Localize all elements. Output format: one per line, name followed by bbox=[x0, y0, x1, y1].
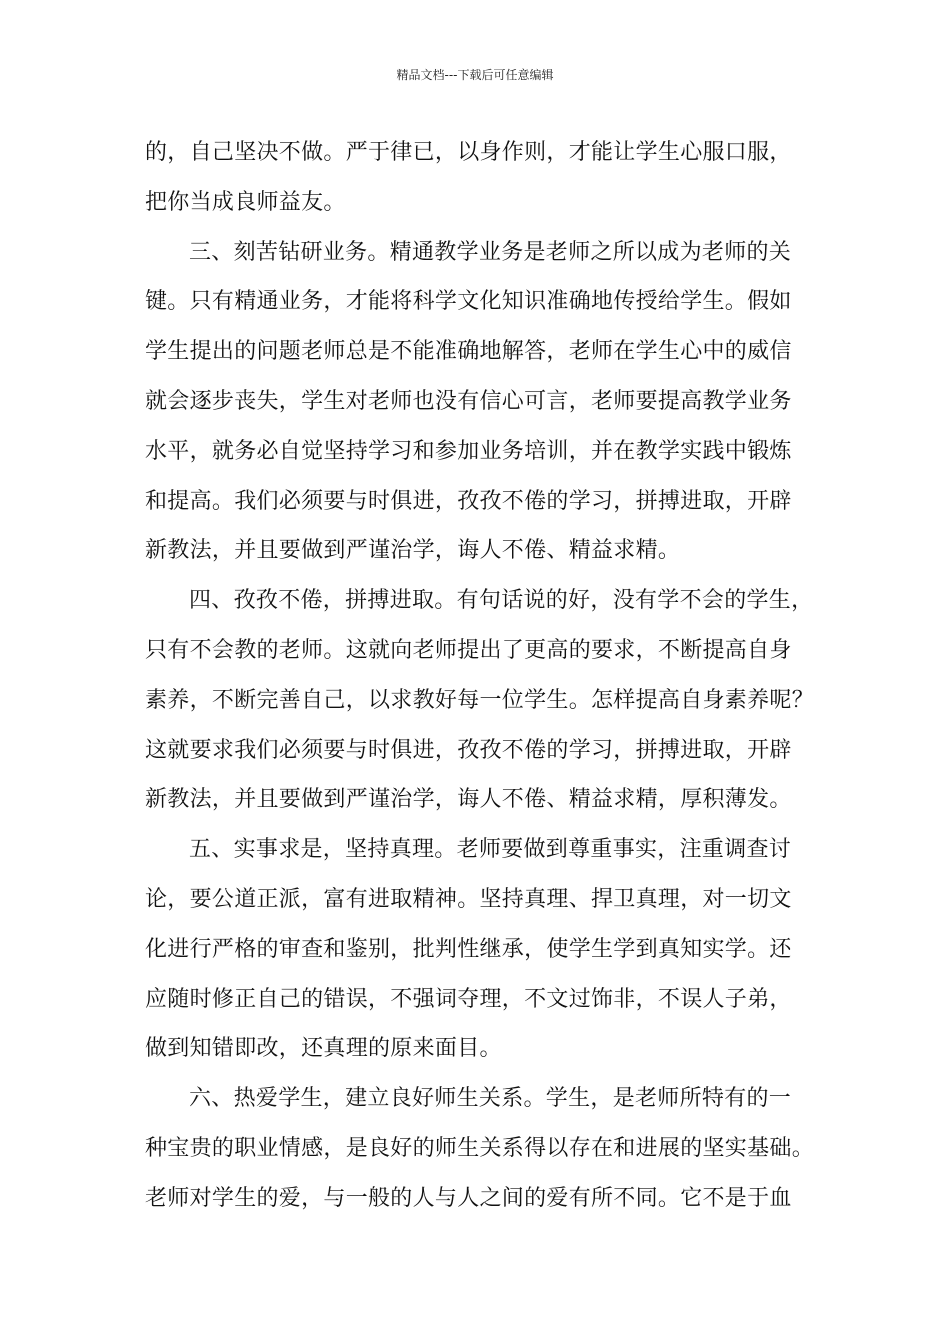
text-line: 水平，就务必自觉坚持学习和参加业务培训，并在教学实践中锻炼 bbox=[145, 438, 792, 464]
text-line: 和提高。我们必须要与时俱进，孜孜不倦的学习，拼搏进取，开辟 bbox=[145, 488, 792, 514]
text-line: 就会逐步丧失，学生对老师也没有信心可言，老师要提高教学业务 bbox=[145, 388, 792, 414]
text-line: 的，自己坚决不做。严于律已，以身作则，才能让学生心服口服， bbox=[145, 140, 792, 165]
text-line: 学生提出的问题老师总是不能准确地解答，老师在学生心中的威信 bbox=[145, 339, 792, 365]
text-line: 键。只有精通业务，才能将科学文化知识准确地传授给学生。假如 bbox=[145, 289, 792, 315]
text-line: 新教法，并且要做到严谨治学，诲人不倦、精益求精。 bbox=[145, 538, 681, 564]
page-header: 精品文档---下载后可任意编辑 bbox=[396, 68, 554, 82]
text-line: 老师对学生的爱，与一般的人与人之间的爱有所不同。它不是于血 bbox=[145, 1185, 792, 1211]
text-line: 种宝贵的职业情感，是良好的师生关系得以存在和进展的坚实基础。 bbox=[145, 1135, 815, 1161]
text-line: 只有不会教的老师。这就向老师提出了更高的要求，不断提高自身 bbox=[145, 637, 792, 663]
text-line: 素养，不断完善自己，以求教好每一位学生。怎样提高自身素养呢？ bbox=[145, 687, 815, 713]
body-text bbox=[145, 128, 815, 1224]
text-line: 做到知错即改，还真理的原来面目。 bbox=[145, 1036, 502, 1062]
text-line: 应随时修正自己的错误，不强词夺理，不文过饰非，不误人子弟， bbox=[145, 986, 792, 1012]
text-line: 这就要求我们必须要与时俱进，孜孜不倦的学习，拼搏进取，开辟 bbox=[145, 737, 792, 763]
text-line: 化进行严格的审查和鉴别，批判性继承，使学生学到真知实学。还 bbox=[145, 936, 792, 962]
text-line: 新教法，并且要做到严谨治学，诲人不倦、精益求精，厚积薄发。 bbox=[145, 787, 792, 813]
text-line: 把你当成良师益友。 bbox=[145, 189, 346, 215]
text-line: 论，要公道正派，富有进取精神。坚持真理、捍卫真理，对一切文 bbox=[145, 886, 792, 912]
paragraph-start-line: 四、孜孜不倦，拼搏进取。有句话说的好，没有学不会的学生， bbox=[189, 588, 814, 614]
paragraph-start-line: 五、实事求是，坚持真理。老师要做到尊重事实，注重调查讨 bbox=[189, 837, 792, 863]
paragraph-start-line: 三、刻苦钻研业务。精通教学业务是老师之所以成为老师的关 bbox=[189, 239, 792, 265]
paragraph-start-line: 六、热爱学生，建立良好师生关系。学生，是老师所特有的一 bbox=[189, 1086, 792, 1112]
